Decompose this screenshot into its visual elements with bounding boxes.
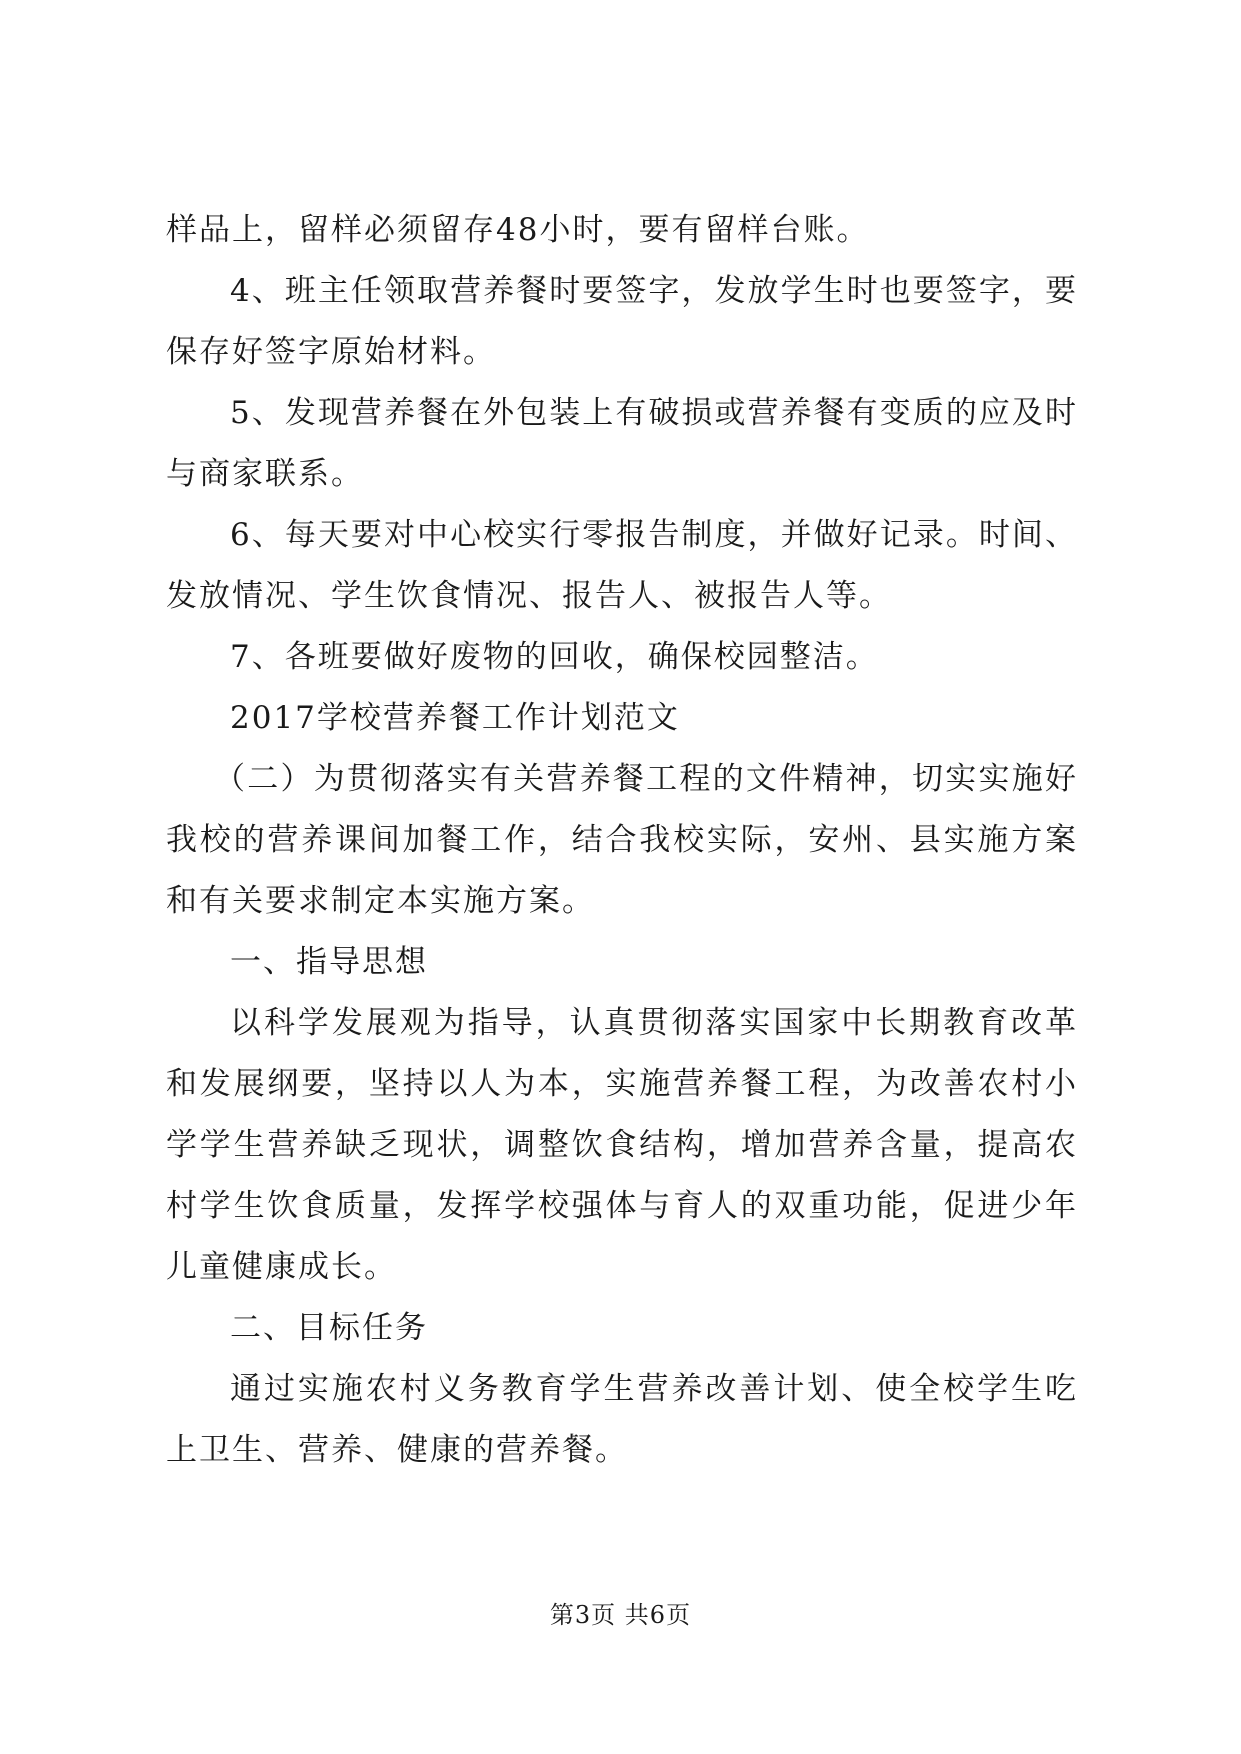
- heading-goals: 二、目标任务: [230, 1310, 428, 1346]
- paragraph-item-6: 6、每天要对中心校实行零报告制度，并做好记录。时间、发放情况、学生饮食情况、报告人、被报告人等。: [166, 517, 1078, 614]
- paragraph-sample-retention: 样品上，留样必须留存48小时，要有留样台账。: [166, 212, 870, 248]
- section-title: 2017学校营养餐工作计划范文: [230, 700, 680, 736]
- paragraph-item-5: 5、发现营养餐在外包装上有破损或营养餐有变质的应及时与商家联系。: [166, 395, 1078, 492]
- document-body: [166, 200, 1078, 1481]
- paragraph-guiding-ideology: 以科学发展观为指导，认真贯彻落实国家中长期教育改革和发展纲要，坚持以人为本，实施营养餐工程，为改善农村小学学生营养缺乏现状，调整饮食结构，增加营养含量，提高农村学生饮食质量，发挥学校强体与育人的双重功能，促进少年儿童健康成长。: [166, 1005, 1078, 1285]
- paragraph-item-7: 7、各班要做好废物的回收，确保校园整洁。: [230, 639, 879, 675]
- paragraph-intro: （二）为贯彻落实有关营养餐工程的文件精神，切实实施好我校的营养课间加餐工作，结合我校实际，安州、县实施方案和有关要求制定本实施方案。: [166, 761, 1078, 919]
- paragraph-goals: 通过实施农村义务教育学生营养改善计划、使全校学生吃上卫生、营养、健康的营养餐。: [166, 1371, 1078, 1468]
- paragraph-item-4: 4、班主任领取营养餐时要签字，发放学生时也要签字，要保存好签字原始材料。: [166, 273, 1078, 370]
- heading-guiding-ideology: 一、指导思想: [230, 944, 428, 980]
- page-number-footer: 第3页 共6页: [549, 1601, 692, 1629]
